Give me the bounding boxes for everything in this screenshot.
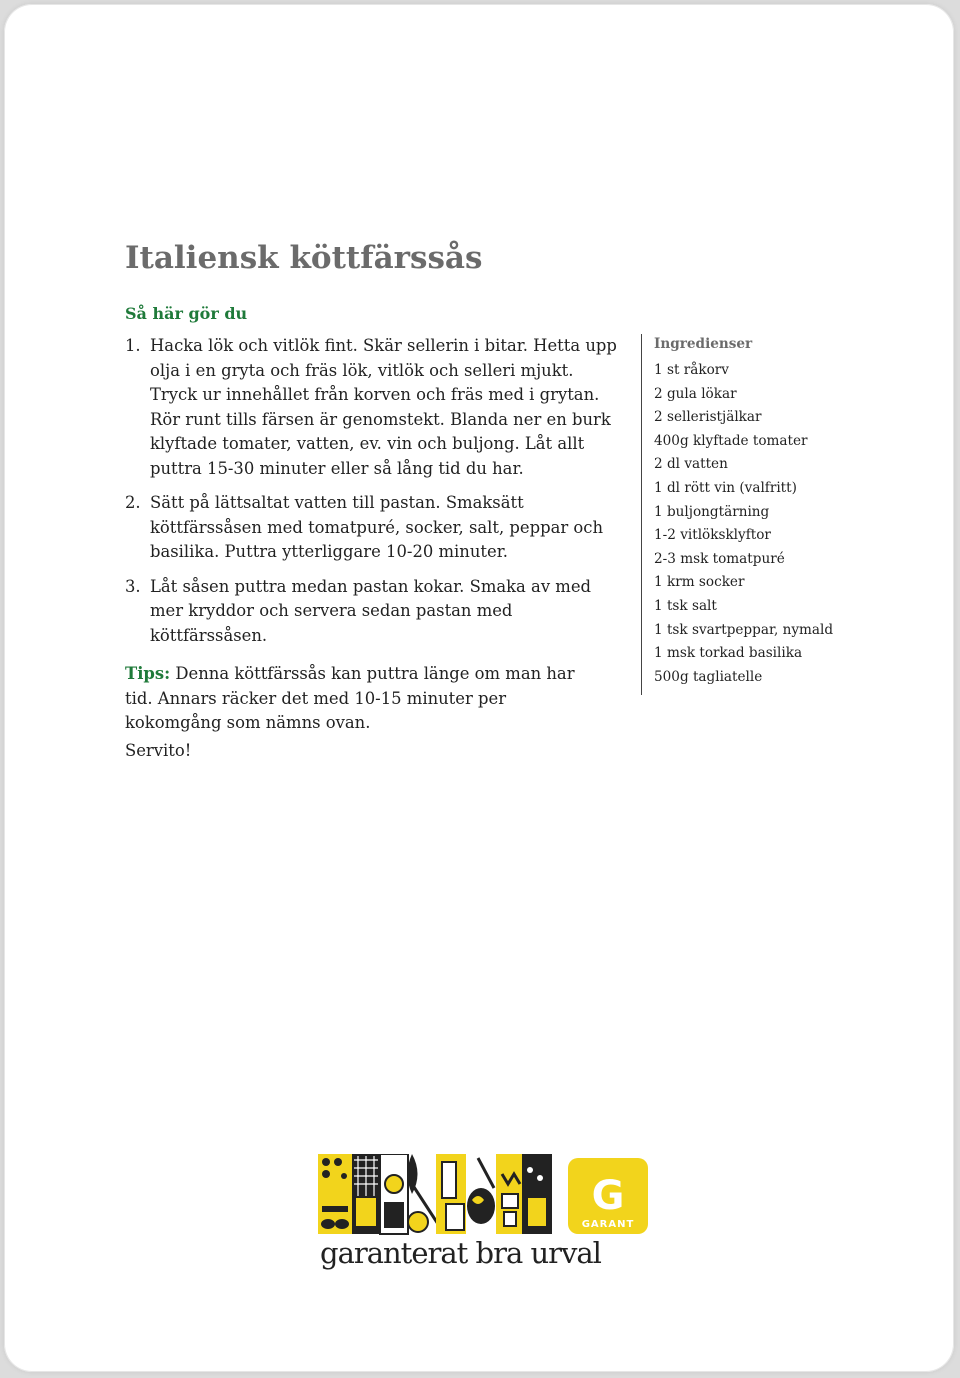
ingredient-item: 1 st råkorv (654, 362, 729, 378)
ingredient-item: 1-2 vitlöksklyftor (654, 527, 771, 544)
garant-badge (568, 1158, 648, 1234)
step-text: Hacka lök och vitlök fint. Skär sellerin i bitar. Hetta upp olja i en gryta och fräs lök, vitlök och selleri mjukt. Tryck ur innehållet från korven och fräs med i grytan. Rör runt tills färsen är genomstekt. Blanda ner en burk klyftade tomater, vatten, ev. vin och buljong. Låt allt puttra 15-30 minuter eller så lång tid du har. (150, 336, 617, 478)
ingredient-item: 2 gula lökar (654, 385, 737, 402)
ingredient-item: 1 tsk svartpeppar, nymald (654, 621, 834, 638)
kitchen-illustration-icon (318, 1154, 552, 1234)
step-number: 3. (125, 576, 141, 596)
tips-paragraph (125, 662, 605, 736)
steps-list (125, 334, 625, 658)
method-heading: Så här gör du (125, 304, 248, 323)
step-text: Sätt på lättsaltat vatten till pastan. Smaksätt köttfärssåsen med tomatpuré, socker, salt, peppar och basilika. Puttra ytterliggare 10-20 minuter. (150, 493, 603, 561)
recipe-card (4, 4, 954, 1372)
step-number: 1. (125, 336, 141, 355)
ingredient-item: 500g tagliatelle (654, 668, 763, 685)
ingredient-item: 1 buljongtärning (654, 503, 770, 520)
step-item (125, 334, 625, 481)
ingredient-item: 1 tsk salt (654, 597, 717, 614)
ingredients-heading: Ingredienser (654, 336, 753, 352)
tips-text: Denna köttfärssås kan puttra länge om man har tid. Annars räcker det med 10-15 minuter per kokomgång som nämns ovan. (125, 664, 575, 732)
badge-text: GARANT (581, 1219, 635, 1230)
ingredient-item: 2 selleristjälkar (654, 409, 762, 426)
step-number: 2. (125, 493, 141, 512)
recipe-title: Italiensk köttfärssås (125, 240, 483, 276)
brand-tagline: garanterat bra urval (320, 1236, 601, 1270)
step-item (125, 575, 625, 649)
ingredients-panel (641, 334, 894, 695)
step-text: Låt såsen puttra medan pastan kokar. Smaka av med mer kryddor och servera sedan pastan med köttfärssåsen. (150, 576, 592, 645)
badge-letter: G (591, 1173, 625, 1219)
ingredient-item: 400g klyftade tomater (654, 432, 808, 449)
closing-text: Servito! (125, 741, 192, 760)
ingredient-item: 2-3 msk tomatpuré (654, 550, 785, 567)
tips-label: Tips: (125, 664, 171, 683)
ingredient-item: 1 krm socker (654, 574, 745, 591)
ingredient-item: 2 dl vatten (654, 456, 728, 473)
ingredients-list (654, 359, 894, 689)
ingredient-item: 1 msk torkad basilika (654, 645, 803, 662)
step-item (125, 491, 625, 565)
ingredient-item: 1 dl rött vin (valfritt) (654, 479, 797, 496)
